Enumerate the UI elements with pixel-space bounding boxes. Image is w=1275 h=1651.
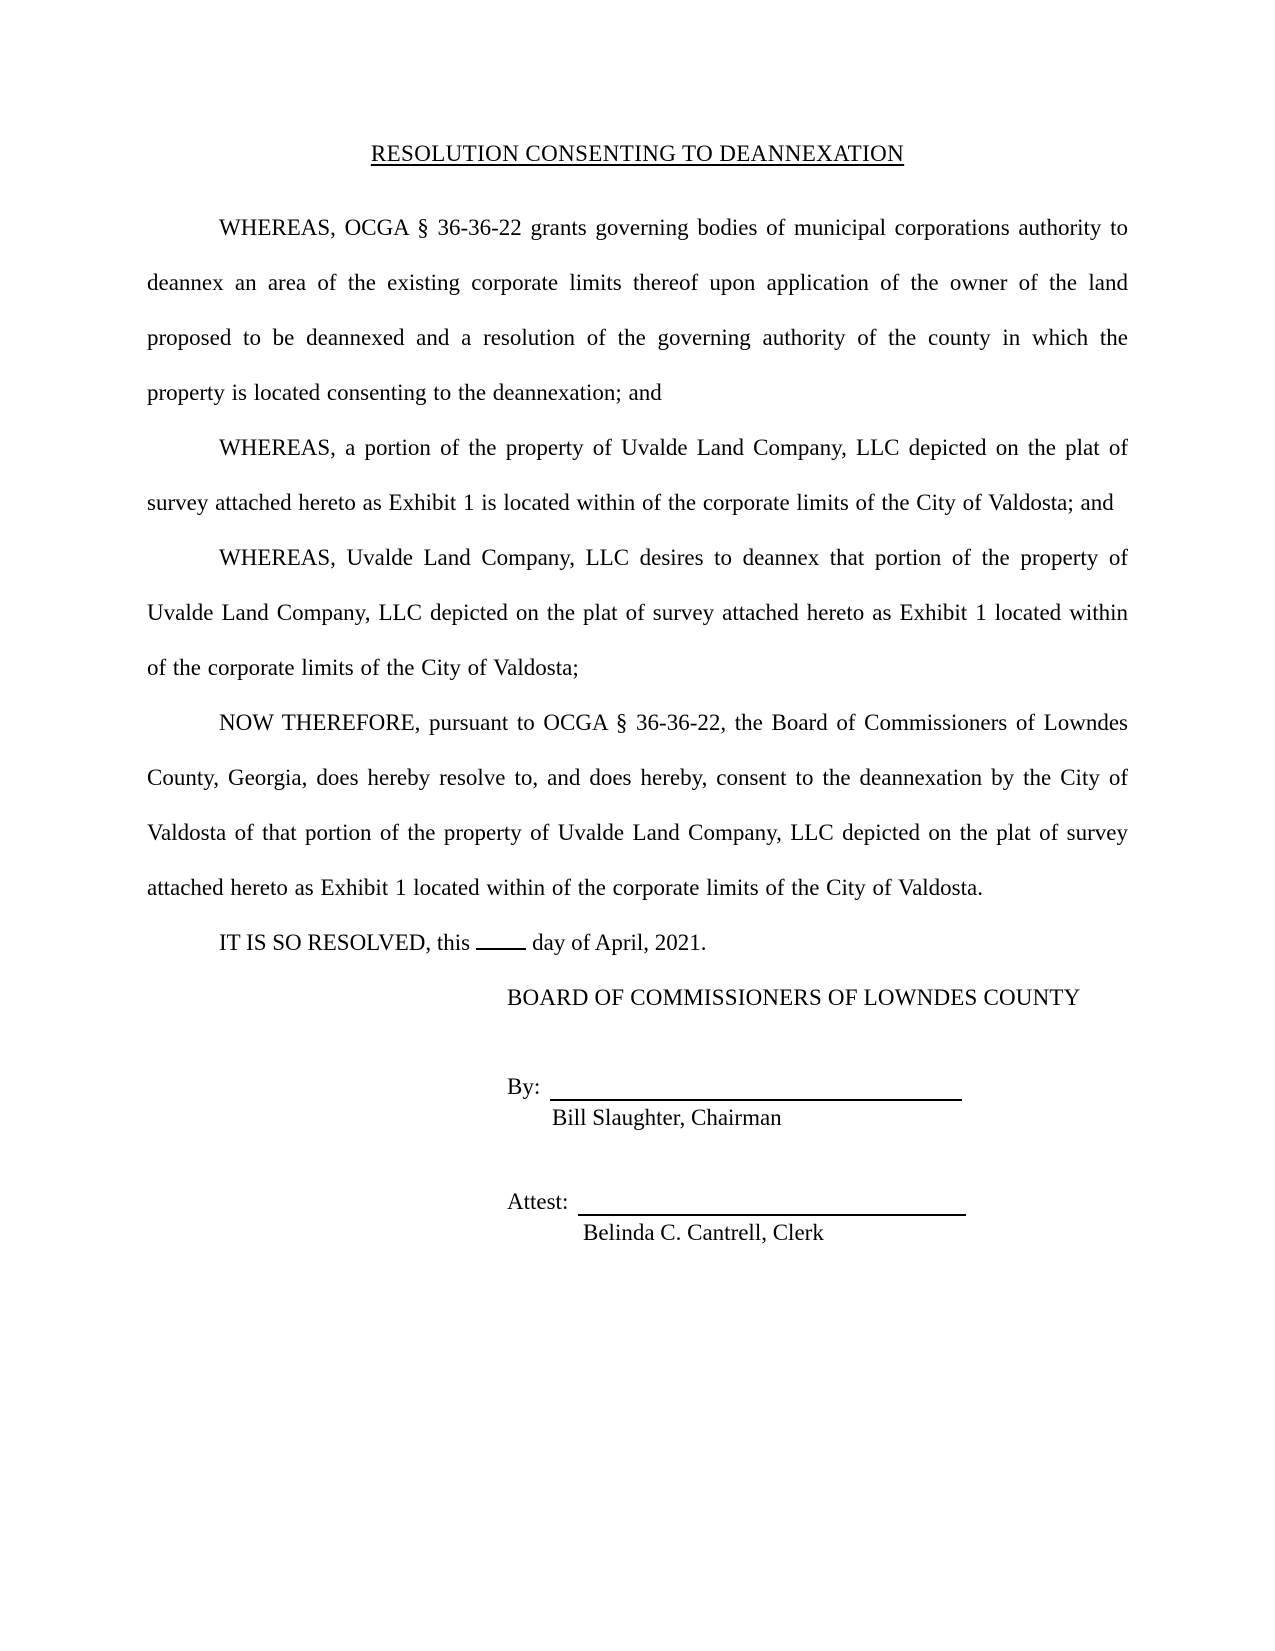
paragraph-whereas-desires: WHEREAS, Uvalde Land Company, LLC desires to deannex that portion of the property of Uvalde Land Company, LLC depicted on the plat of survey attached hereto as Exhibit 1 located within of the corporate limits of the City of Valdosta; [147, 545, 1128, 680]
resolved-line-prefix: IT IS SO RESOLVED, this [219, 930, 471, 955]
paragraph-now-therefore: NOW THEREFORE, pursuant to OCGA § 36-36-22, the Board of Commissioners of Lowndes County, Georgia, does hereby resolve to, and does hereby, consent to the deannexation by the City of Valdosta of that portion of the property of Uvalde Land Company, LLC depicted on the plat of survey attached hereto as Exhibit 1 located within of the corporate limits of the City of Valdosta. [147, 710, 1128, 900]
by-label: By: [507, 1074, 541, 1099]
document-title-text: RESOLUTION CONSENTING TO DEANNEXATION [370, 141, 905, 166]
paragraph-whereas-ocga: WHEREAS, OCGA § 36-36-22 grants governing bodies of municipal corporations authority to deannex an area of the existing corporate limits thereof upon application of the owner of the land proposed to be deannexed and a resolution of the governing authority of the county in which the property is located consenting to the deannexation; and [147, 215, 1128, 405]
attest-label: Attest: [507, 1189, 569, 1214]
by-signature-line [550, 1073, 962, 1101]
board-of-commissioners-line: BOARD OF COMMISSIONERS OF LOWNDES COUNTY [507, 985, 1081, 1010]
chairman-name: Bill Slaughter, Chairman [552, 1105, 782, 1130]
document-title [147, 140, 1128, 168]
resolved-line [147, 915, 1128, 970]
day-blank-line [476, 948, 526, 950]
signature-block [507, 970, 1128, 1248]
by-signature-row [507, 1073, 1128, 1101]
attest-signature-line [578, 1188, 966, 1216]
paragraph-whereas-portion: WHEREAS, a portion of the property of Uvalde Land Company, LLC depicted on the plat of survey attached hereto as Exhibit 1 is located within of the corporate limits of the City of Valdosta; and [147, 435, 1128, 515]
resolved-line-suffix: day of April, 2021. [532, 930, 707, 955]
clerk-name: Belinda C. Cantrell, Clerk [583, 1220, 824, 1245]
document-content [147, 140, 1128, 1248]
attest-signature-row [507, 1188, 1128, 1216]
